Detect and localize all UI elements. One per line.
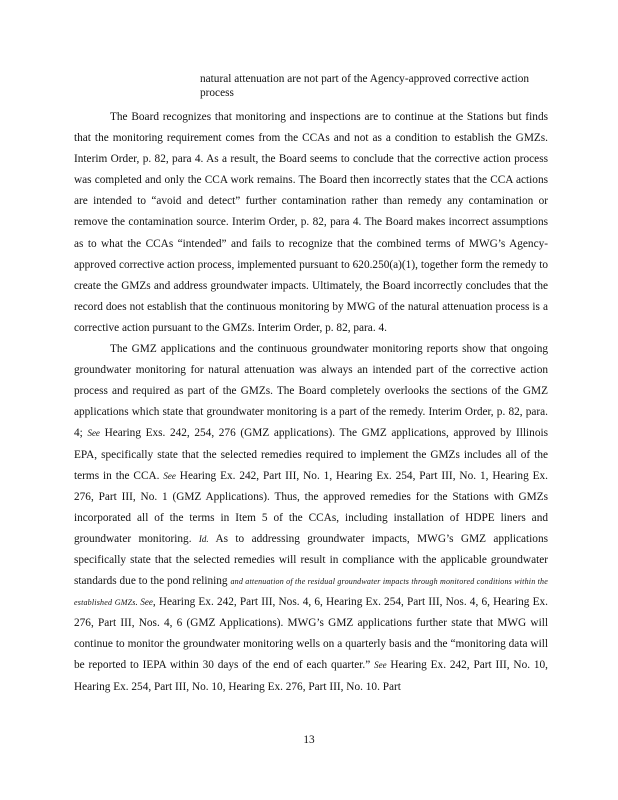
paragraph-2-text: Hearing Ex. 242, Part III, No. 10, Hearing Ex. 254, Part III, No. 10, Hearing Ex. 276, Part III, No. 10. Part: [74, 659, 549, 693]
paragraph-2-text: The GMZ applications and the continuous groundwater monitoring reports show that ongoing groundwater monitoring for natural attenuation was always an intended part of the corrective action process and required as part of the GMZs. The Board completely overlooks the sections of the GMZ applications which state that groundwater monitoring is a part of the remedy. Interim Order, p. 82, para. 4;: [74, 343, 548, 440]
see-citation-signal: See: [87, 428, 100, 439]
see-citation-signal: . See: [135, 597, 153, 608]
paragraph-2-text: As to addressing groundwater impacts, MWG’s GMZ applications specifically state that the selected remedies will result in compliance with the applicable groundwater standards due to the pond relining: [74, 532, 549, 588]
document-body: [74, 107, 548, 698]
block-quote: natural attenuation are not part of the Agency-approved corrective action process: [200, 73, 530, 99]
see-citation-signal: See: [374, 660, 387, 671]
paragraph-2: [74, 339, 548, 698]
id-citation-signal: Id.: [198, 533, 209, 544]
paragraph-1: The Board recognizes that monitoring and inspections are to continue at the Stations but finds that the monitoring requirement comes from the CCAs and not as a condition to establish the GMZs. Interim Order, p. 82, para 4. As a result, the Board seems to conclude that the corrective action process was completed and only the CCA work remains. The Board then incorrectly states that the CCA actions are intended to “avoid and detect” further contamination rather than remedy any contamination or remove the contamination source. Interim Order, p. 82, para 4. The Board makes incorrect assumptions as to what the CCAs “intended” and fails to recognize that the combined terms of MWG’s Agency-approved corrective action process, implemented pursuant to 620.250(a)(1), together form the remedy to create the GMZs and address groundwater impacts. Ultimately, the Board incorrectly concludes that the record does not establish that the continuous monitoring by MWG of the natural attenuation process is a corrective action pursuant to the GMZs. Interim Order, p. 82, para. 4.: [74, 111, 548, 334]
page-number: 13: [303, 734, 315, 746]
small-italic-text: and attenuation of the residual groundwater impacts through monitored conditions within the established GMZs: [74, 577, 548, 608]
paragraph-2-text: , Hearing Ex. 242, Part III, Nos. 4, 6, Hearing Ex. 254, Part III, Nos. 4, 6, Hearing Ex. 276, Part III, Nos. 4, 6 (GMZ Applications). MWG’s GMZ applications further state that MWG will continue to monitor the groundwater monitoring wells on a quarterly basis and the “monitoring data will be reported to IEPA within 30 days of the end of each quarter.”: [74, 596, 548, 672]
paragraph-2-text: Hearing Exs. 242, 254, 276 (GMZ applications). The GMZ applications, approved by Illinois EPA, specifically state that the selected remedies required to implement the GMZs includes all of the terms in the CCA.: [74, 427, 549, 482]
paragraph-2-text: Hearing Ex. 242, Part III, No. 1, Hearing Ex. 254, Part III, No. 1, Hearing Ex. 276, Part III, No. 1 (GMZ Applications). Thus, the approved remedies for the Stations with GMZs incorporated all of the terms in Item 5 of the CCAs, including installation of HDPE liners and groundwater monitoring.: [74, 469, 548, 545]
see-citation-signal: See: [163, 470, 176, 481]
